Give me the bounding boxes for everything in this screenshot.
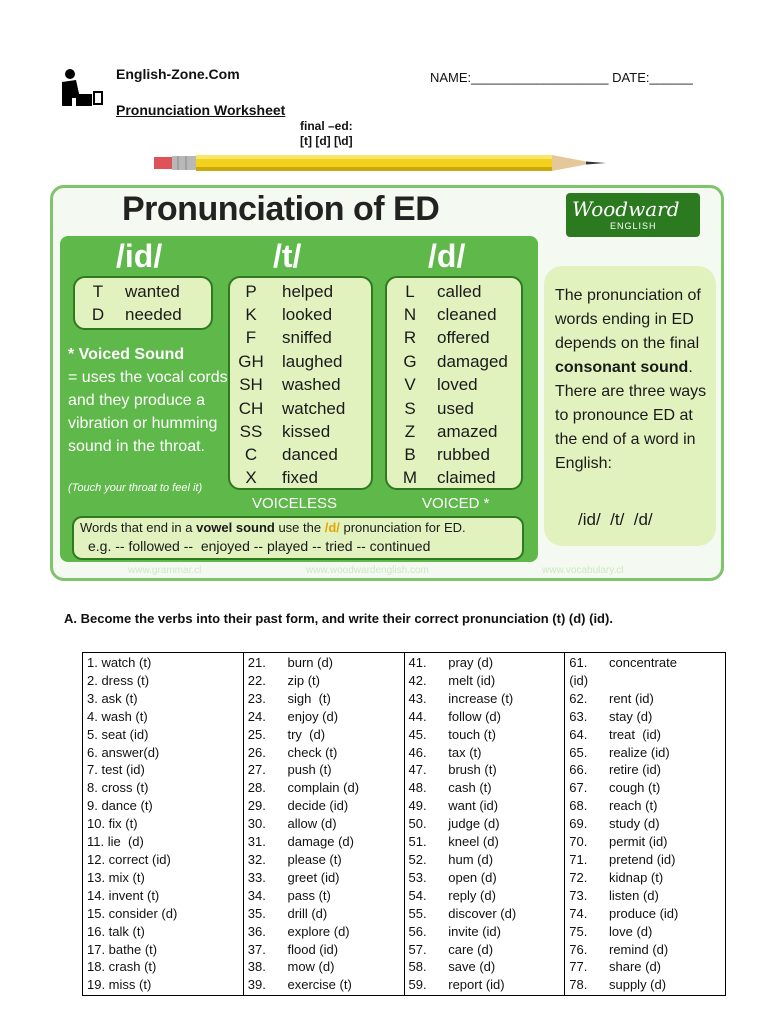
verb-item: 46. tax (t): [408, 744, 482, 760]
t-word: looked: [282, 305, 333, 324]
verb-item: 51. kneel (d): [408, 834, 499, 850]
explanation-sounds: /id/ /t/ /d/: [578, 510, 653, 529]
verb-item: 66. retire (id): [569, 762, 661, 778]
verb-item: 31. damage (d): [247, 834, 354, 850]
verb-item: 70. permit (id): [569, 834, 668, 850]
t-letter: C: [244, 445, 258, 464]
verb-item: 16. talk (t): [87, 923, 145, 939]
t-word: danced: [282, 445, 338, 464]
d-word: rubbed: [437, 445, 490, 464]
verb-item: 37. flood (id): [247, 941, 339, 957]
verb-item: 59. report (id): [408, 977, 505, 993]
verb-item: 44. follow (d): [408, 708, 501, 724]
d-letter: V: [404, 375, 416, 394]
verb-item: 49. want (id): [408, 798, 499, 814]
verb-item: 8. cross (t): [87, 780, 149, 796]
section-a-instruction: A. Become the verbs into their past form, and write their correct pronunciation (t) (d) (id).: [64, 611, 613, 626]
d-word: called: [437, 282, 482, 301]
explanation-text: [555, 284, 715, 476]
verb-item: 57. care (d): [408, 941, 494, 957]
id-word: wanted: [125, 282, 180, 301]
table-row: [83, 653, 726, 996]
id-examples-box: [73, 276, 213, 330]
t-word: fixed: [282, 468, 318, 487]
verb-item: 10. fix (t): [87, 816, 138, 832]
t-examples-box: [228, 276, 373, 490]
d-letter: R: [403, 328, 417, 347]
verb-item: 19. miss (t): [87, 977, 152, 993]
verbs-list: [565, 653, 725, 995]
verb-item: 15. consider (d): [87, 905, 178, 921]
d-letter: G: [403, 352, 417, 371]
t-letter: X: [245, 468, 257, 487]
t-letter: CH: [238, 399, 264, 418]
t-word: watched: [282, 399, 346, 418]
d-letter: S: [404, 399, 416, 418]
verb-item: 55. discover (d): [408, 905, 517, 921]
verb-item: 69. study (d): [569, 816, 660, 832]
verb-item: 67. cough (t): [569, 780, 661, 796]
verb-item: 58. save (d): [408, 959, 496, 975]
voiced-sound-note: [68, 343, 228, 458]
verb-item: 18. crash (t): [87, 959, 157, 975]
site-name: English-Zone.Com: [116, 66, 240, 82]
vowel-rule-text: [80, 520, 466, 535]
verb-item: 64. treat (id): [569, 726, 662, 742]
verb-item: 47. brush (t): [408, 762, 497, 778]
verb-item: 76. remind (d): [569, 941, 669, 957]
t-word: laughed: [282, 352, 343, 371]
verb-item: 13. mix (t): [87, 869, 145, 885]
url-vocabulary[interactable]: www.vocabulary.cl: [542, 565, 624, 576]
explanation-bold: consonant sound: [555, 359, 689, 376]
verb-item: 78. supply (d): [569, 977, 667, 993]
verb-item: 75. love (d): [569, 923, 653, 939]
vowel-rule-bold: vowel sound: [196, 520, 275, 535]
verb-item: 9. dance (t): [87, 798, 153, 814]
verb-item: 73. listen (d): [569, 887, 659, 903]
d-examples-box: [385, 276, 523, 490]
verb-item: 48. cash (t): [408, 780, 492, 796]
verb-item: 62. rent (id): [569, 690, 654, 706]
vowel-rule-pre: Words that end in a: [80, 520, 197, 535]
t-letter: K: [245, 305, 257, 324]
heading-t: /t/: [273, 238, 302, 274]
verb-item: 33. greet (id): [247, 869, 340, 885]
verb-item: 45. touch (t): [408, 726, 496, 742]
worksheet-title: Pronunciation Worksheet: [116, 102, 286, 118]
verb-item: 63. stay (d): [569, 708, 653, 724]
d-letter: L: [405, 282, 415, 301]
verb-item: 53. open (d): [408, 869, 497, 885]
heading-id: /id/: [116, 238, 163, 274]
verb-item: 42. melt (id): [408, 672, 496, 688]
verb-item: 2. dress (t): [87, 672, 150, 688]
verbs-list: [244, 653, 404, 995]
d-word: offered: [437, 328, 490, 347]
heading-d: /d/: [428, 238, 466, 274]
name-date-fields[interactable]: NAME:___________________ DATE:______: [430, 70, 693, 85]
voiced-label: VOICED *: [422, 495, 490, 512]
verb-item: 26. check (t): [247, 744, 338, 760]
verb-item: 38. mow (d): [247, 959, 335, 975]
brand-sub: ENGLISH: [610, 221, 657, 231]
verb-item: 21. burn (d): [247, 655, 334, 670]
verb-item: 36. explore (d): [247, 923, 350, 939]
d-word: damaged: [437, 352, 508, 371]
verbs-list: [405, 653, 565, 995]
voiced-sound-desc: = uses the vocal cords and they produce a vibration or humming sound in the throat.: [68, 369, 228, 455]
vowel-rule-post: pronunciation for ED.: [339, 520, 466, 535]
voiced-sound-title: * Voiced Sound: [68, 346, 185, 363]
t-letter: P: [245, 282, 257, 301]
verb-item: 28. complain (d): [247, 780, 360, 796]
verbs-list: [83, 653, 243, 995]
verb-item: 77. share (d): [569, 959, 662, 975]
final-ed-label: final –ed:: [300, 119, 353, 133]
verb-item: 54. reply (d): [408, 887, 496, 903]
verb-item: 14. invent (t): [87, 887, 160, 903]
verb-item: 50. judge (d): [408, 816, 500, 832]
t-letter: SH: [239, 375, 263, 394]
verb-item: 32. please (t): [247, 851, 342, 867]
verb-item: 7. test (id): [87, 762, 145, 778]
id-letter: D: [91, 305, 105, 324]
t-letter: F: [245, 328, 257, 347]
verb-item: 27. push (t): [247, 762, 332, 778]
verb-item: 74. produce (id): [569, 905, 679, 921]
verb-item: 12. correct (id): [87, 851, 171, 867]
id-letter: T: [92, 282, 104, 301]
voiceless-label: VOICELESS: [252, 495, 338, 512]
d-word: claimed: [437, 468, 496, 487]
verb-item: 5. seat (id): [87, 726, 149, 742]
final-ed-sounds: [t] [d] [\d]: [300, 134, 353, 148]
t-word: sniffed: [282, 328, 332, 347]
verb-item: 11. lie (d): [87, 834, 144, 850]
verb-item: 30. allow (d): [247, 816, 337, 832]
verb-item: 3. ask (t): [87, 690, 138, 706]
vowel-rule-highlight: /d/: [324, 520, 340, 535]
d-letter: N: [403, 305, 417, 324]
verbs-column-2: [243, 653, 404, 996]
verb-item: 35. drill (d): [247, 905, 328, 921]
verb-item: 56. invite (id): [408, 923, 501, 939]
verb-item: 61. concentrate: [569, 655, 677, 670]
verbs-column-3: [404, 653, 565, 996]
t-word: kissed: [282, 422, 331, 441]
t-letter: GH: [238, 352, 264, 371]
verbs-column-1: [83, 653, 244, 996]
d-word: used: [437, 399, 474, 418]
verb-item: 72. kidnap (t): [569, 869, 664, 885]
verb-item: 6. answer(d): [87, 744, 160, 760]
pencil-icon: [154, 152, 608, 174]
verb-item: 29. decide (id): [247, 798, 349, 814]
verb-item: 4. wash (t): [87, 708, 148, 724]
verb-item: 25. try (d): [247, 726, 326, 742]
d-word: loved: [437, 375, 478, 394]
touch-throat-note: (Touch your throat to feel it): [68, 482, 203, 494]
explanation-part2: . There are three ways to pronounce ED at the end of a word in English:: [555, 359, 707, 472]
verbs-column-4: [565, 653, 726, 996]
t-word: helped: [282, 282, 334, 301]
d-letter: Z: [404, 422, 416, 441]
verb-item: 71. pretend (id): [569, 851, 676, 867]
verb-item: 41. pray (d): [408, 655, 494, 670]
vowel-examples: e.g. -- followed -- enjoyed -- played -- tried -- continued: [88, 538, 431, 554]
poster-title: Pronunciation of ED: [122, 190, 440, 228]
verb-item: 34. pass (t): [247, 887, 331, 903]
verb-item: 22. zip (t): [247, 672, 320, 688]
url-woodward[interactable]: www.woodwardenglish.com: [306, 565, 429, 576]
verb-item: (id): [569, 672, 589, 688]
woodward-brand-logo: [566, 193, 700, 237]
d-letter: B: [404, 445, 416, 464]
url-grammar[interactable]: www.grammar.cl: [128, 565, 202, 576]
reading-person-logo-icon: [58, 68, 104, 110]
t-letter: SS: [239, 422, 263, 441]
d-letter: M: [402, 468, 418, 487]
verb-item: 17. bathe (t): [87, 941, 158, 957]
d-word: cleaned: [437, 305, 497, 324]
d-word: amazed: [437, 422, 498, 441]
explanation-part1: The pronunciation of words ending in ED depends on the final: [555, 287, 701, 352]
verb-item: 39. exercise (t): [247, 977, 352, 993]
brand-name: Woodward: [572, 197, 680, 221]
vowel-rule-mid: use the: [274, 520, 325, 535]
verb-item: 52. hum (d): [408, 851, 494, 867]
verb-item: 24. enjoy (d): [247, 708, 339, 724]
verb-item: 1. watch (t): [87, 655, 152, 670]
verb-item: 68. reach (t): [569, 798, 658, 814]
verb-item: 65. realize (id): [569, 744, 670, 760]
verb-item: 43. increase (t): [408, 690, 514, 706]
verbs-table: [82, 652, 726, 996]
verb-item: 23. sigh (t): [247, 690, 331, 706]
t-word: washed: [282, 375, 341, 394]
id-word: needed: [125, 305, 182, 324]
